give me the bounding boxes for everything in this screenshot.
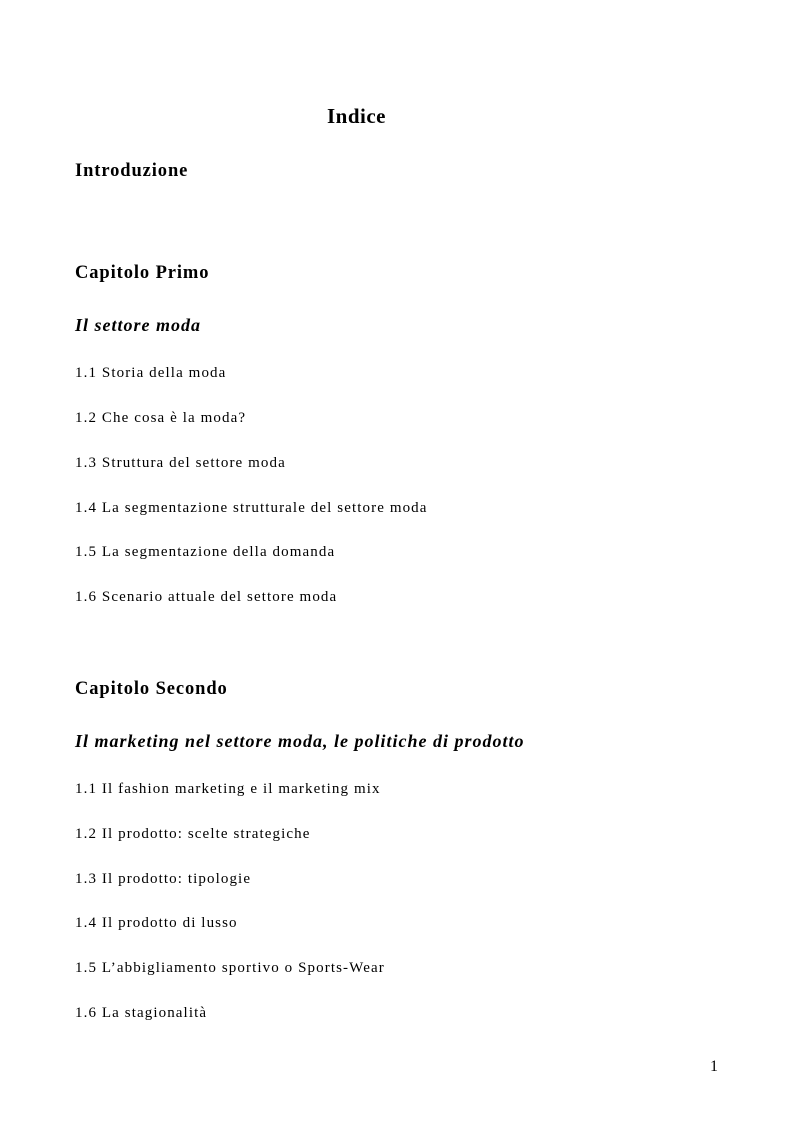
chapter-1-heading: Capitolo Primo (75, 263, 210, 283)
toc-entry: 1.5 La segmentazione della domanda (75, 544, 336, 560)
chapter-2-subtitle: Il marketing nel settore moda, le politiche di prodotto (75, 731, 525, 751)
toc-entry: 1.3 Struttura del settore moda (75, 455, 286, 471)
page-number: 1 (710, 1058, 718, 1075)
toc-entry: 1.3 Il prodotto: tipologie (75, 871, 252, 887)
toc-entry: 1.4 Il prodotto di lusso (75, 915, 238, 931)
chapter-2-heading: Capitolo Secondo (75, 679, 228, 699)
toc-entry: 1.2 Che cosa è la moda? (75, 410, 247, 426)
index-title: Indice (327, 104, 387, 128)
toc-entry: 1.1 Il fashion marketing e il marketing mix (75, 781, 381, 797)
toc-entry: 1.1 Storia della moda (75, 365, 227, 381)
chapter-1-subtitle: Il settore moda (75, 315, 201, 335)
toc-entry: 1.6 La stagionalità (75, 1005, 208, 1021)
toc-entry: 1.5 L’abbigliamento sportivo o Sports-Wear (75, 960, 385, 976)
toc-entry: 1.6 Scenario attuale del settore moda (75, 589, 338, 605)
toc-entry: 1.4 La segmentazione strutturale del settore moda (75, 500, 428, 516)
toc-entry: 1.2 Il prodotto: scelte strategiche (75, 826, 311, 842)
introduction-heading: Introduzione (75, 161, 189, 181)
